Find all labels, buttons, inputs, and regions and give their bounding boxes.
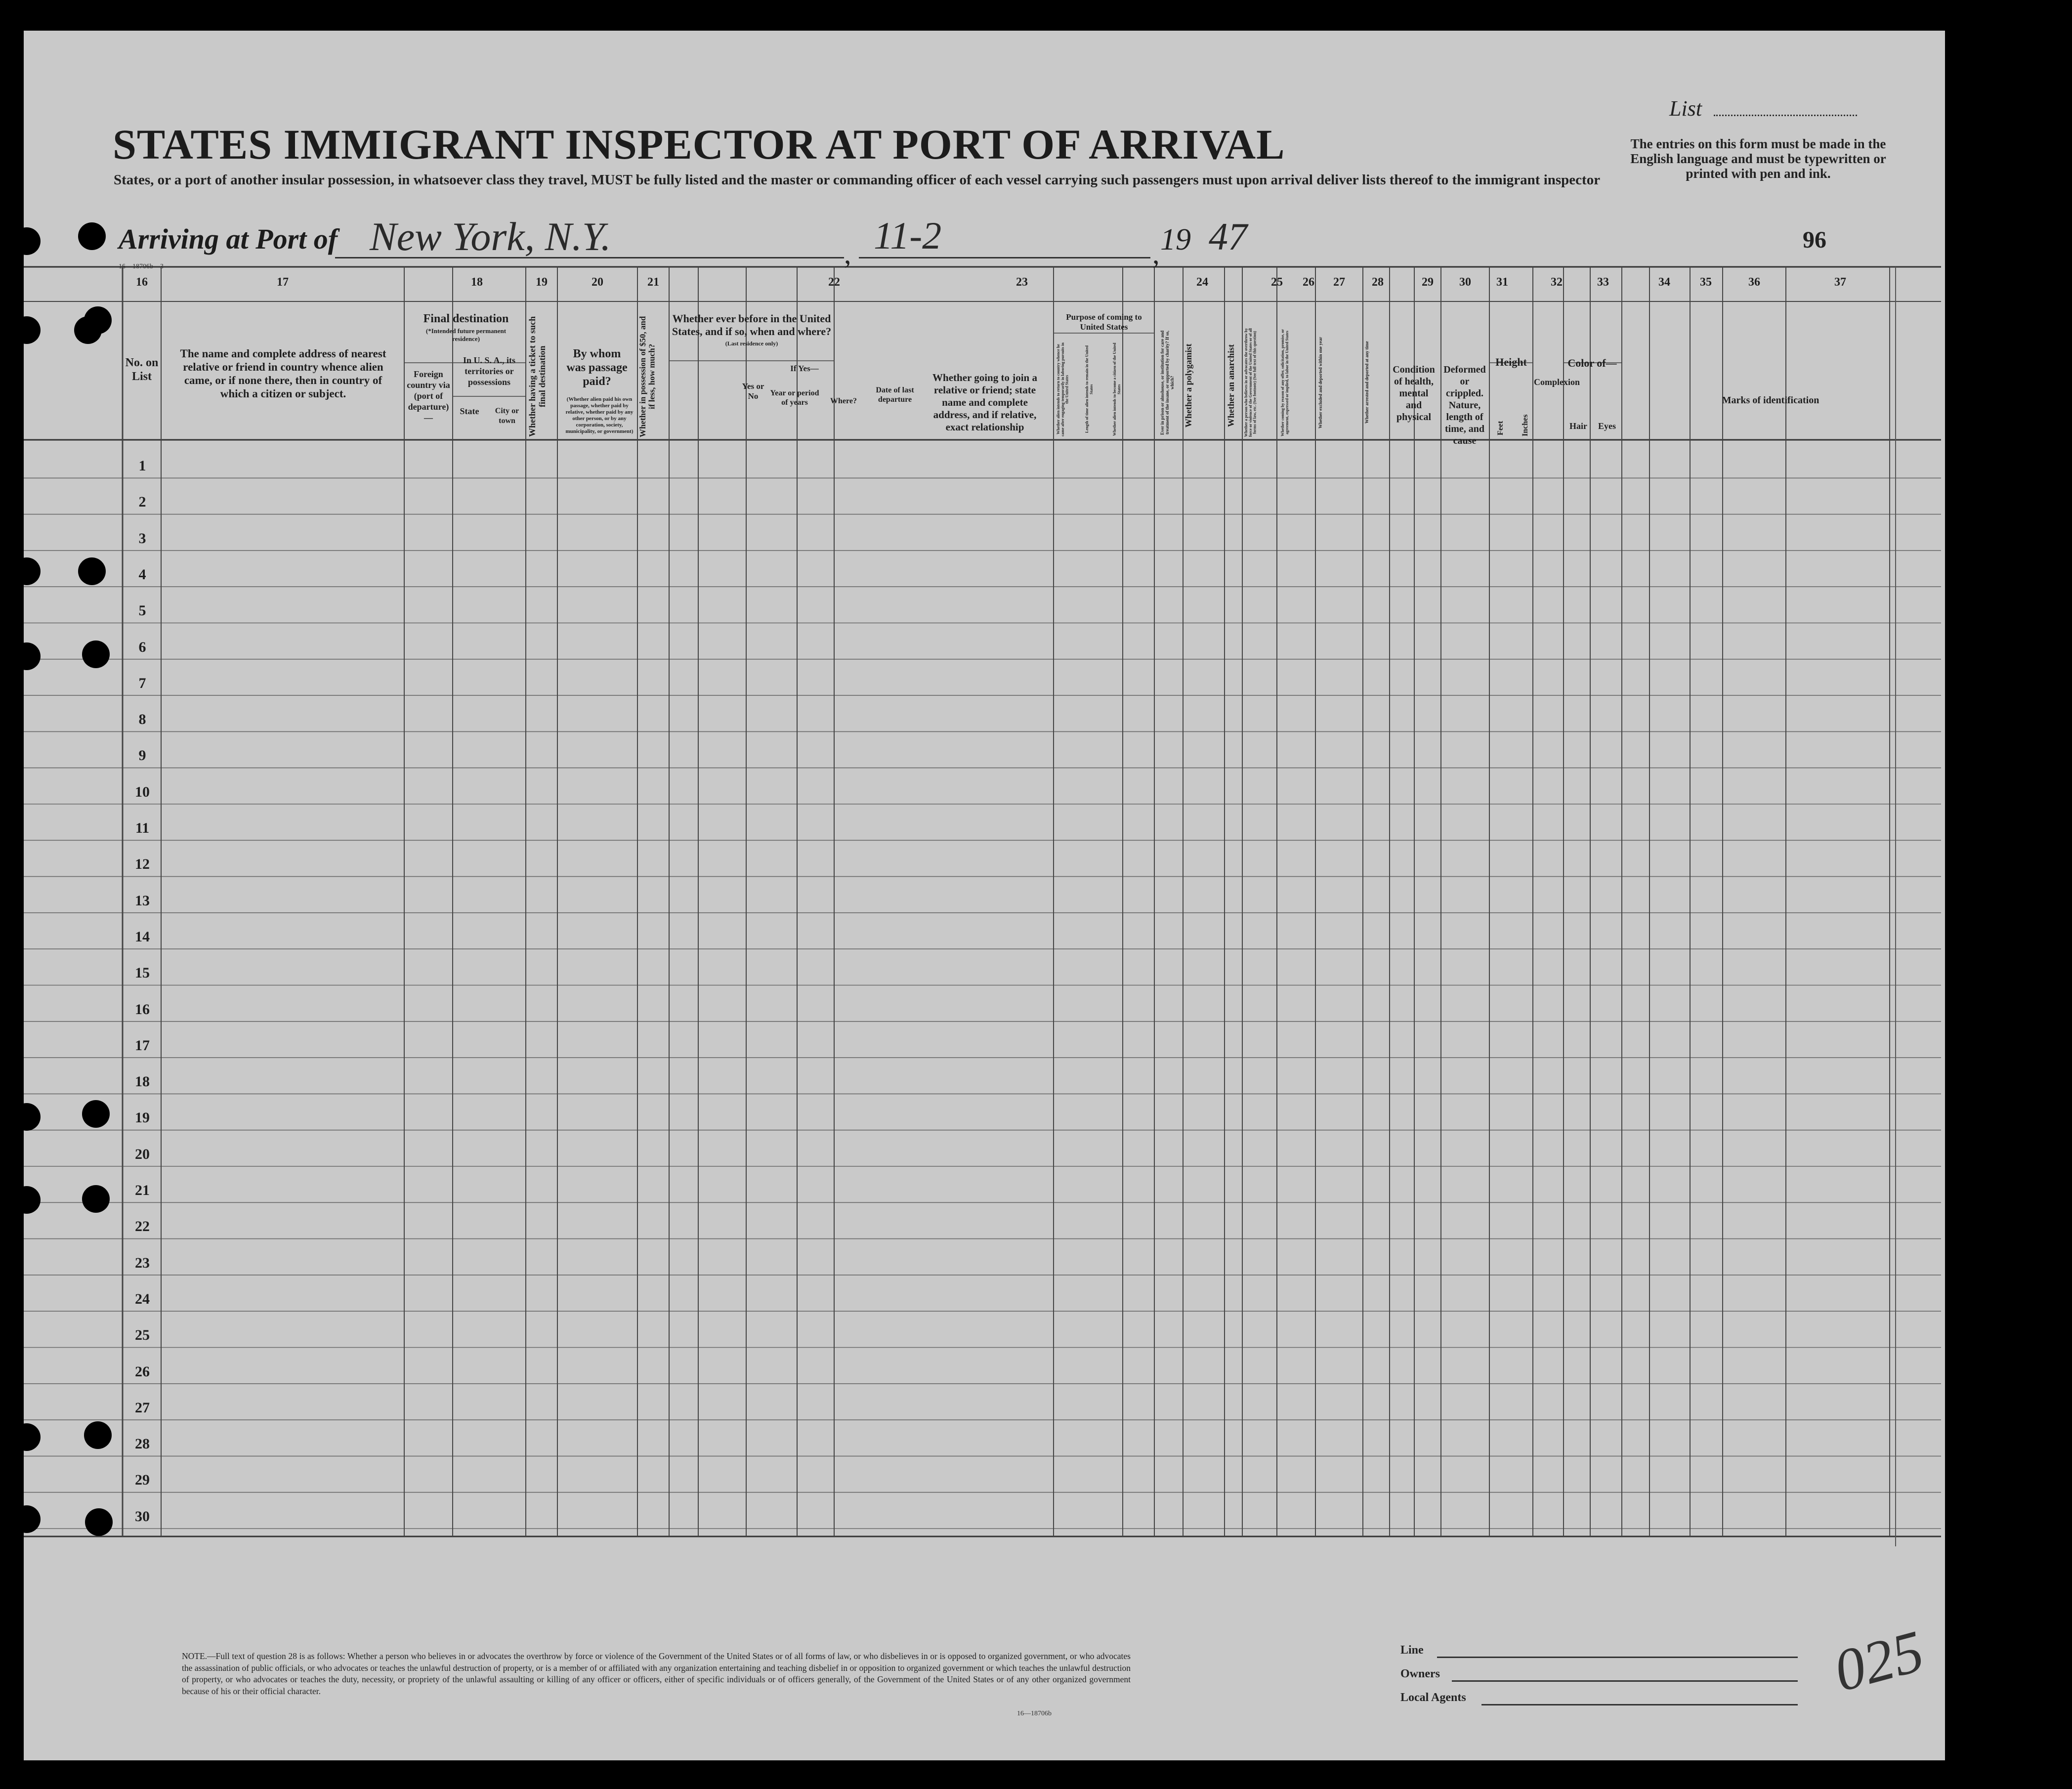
- column-number: 22: [828, 276, 840, 289]
- header-height: Height: [1495, 356, 1527, 368]
- row-number: 24: [135, 1290, 150, 1307]
- line-label: Line: [1400, 1644, 1424, 1657]
- row-number: 9: [138, 747, 146, 764]
- header-final-destination-note: (*Intended future permanent residence): [425, 327, 507, 342]
- header-deformed: Deformed or crippled. Nature, length of time, and cause: [1443, 364, 1486, 446]
- header-arrested: Whether arrested and deported at any time: [1364, 341, 1369, 424]
- header-feet: Feet: [1496, 421, 1505, 435]
- column-number: 37: [1834, 276, 1846, 289]
- port-value[interactable]: New York, N.Y.: [370, 214, 611, 259]
- row-number: 20: [135, 1146, 150, 1162]
- header-anarchist: Whether an anarchist: [1226, 344, 1236, 427]
- header-purpose-b: Length of time alien intends to remain in the United States: [1085, 345, 1094, 433]
- header-join-relative: Whether going to join a relative or friend; state name and complete address, and if relative, exact relationship: [932, 372, 1037, 433]
- row-number: 29: [135, 1472, 150, 1489]
- header-ever-before-note: (Last residence only): [725, 340, 778, 347]
- header-ever-before: Whether ever before in the United States, and if so, when and where?: [672, 312, 832, 338]
- header-foreign-country: Foreign country via (port of departure)—: [407, 369, 450, 423]
- form-instructions: The entries on this form must be made in the English language and must be typewritten or printed with pen and ink.: [1630, 136, 1886, 181]
- header-purpose: Purpose of coming to United States: [1066, 312, 1142, 332]
- row-number: 18: [135, 1073, 150, 1090]
- row-number: 13: [135, 892, 150, 909]
- local-agents-field[interactable]: [1481, 1704, 1798, 1705]
- column-number: 25: [1271, 276, 1283, 289]
- row-number: 7: [138, 675, 146, 691]
- column-number: 35: [1700, 276, 1712, 289]
- row-number: 30: [135, 1508, 150, 1525]
- header-no-on-list: No. on List: [125, 356, 159, 383]
- row-number: 15: [135, 965, 150, 981]
- binder-hole: [84, 306, 112, 334]
- row-number: 27: [135, 1399, 150, 1416]
- header-complexion: Complexion: [1534, 377, 1580, 387]
- header-purpose-c: Whether alien intends to become a citizen of the United States: [1112, 342, 1121, 436]
- column-number: 20: [592, 276, 603, 289]
- column-number: 24: [1196, 276, 1208, 289]
- manifest-sheet: [24, 31, 1945, 1760]
- header-purpose-a: Whether alien intends to return to country whence he came after engaging temporarily in laboring pursuits in the United States: [1056, 342, 1069, 436]
- header-city: City or town: [495, 407, 519, 425]
- header-in-usa: In U. S. A., its territories or possessions: [463, 355, 516, 387]
- row-number: 6: [138, 639, 146, 655]
- row-number: 22: [135, 1218, 150, 1235]
- header-condition: Condition of health, mental and physical: [1393, 364, 1435, 423]
- header-fifty-dollars: Whether in possession of $50, and if less, how much?: [638, 316, 657, 437]
- form-code-top: 16—18706b—3: [119, 263, 164, 270]
- header-date-last: Date of last departure: [876, 386, 914, 404]
- year-value[interactable]: 47: [1209, 215, 1247, 258]
- binder-hole: [84, 1421, 112, 1449]
- list-label: List: [1669, 96, 1702, 121]
- row-number: 8: [138, 711, 146, 728]
- binder-hole: [78, 557, 106, 585]
- form-code-bottom: 16—18706b: [1017, 1710, 1052, 1717]
- column-number: 16: [136, 276, 148, 289]
- line-field[interactable]: [1437, 1657, 1798, 1658]
- header-if-yes: If Yes—: [790, 364, 819, 373]
- row-number: 23: [135, 1254, 150, 1271]
- column-number: 31: [1496, 276, 1508, 289]
- header-nearest-relative: The name and complete address of nearest relative or friend in country whence alien came, or if none there, then in country of which a citizen or subject.: [180, 347, 386, 400]
- row-number: 11: [135, 820, 150, 836]
- header-yes-no: Yes or No: [742, 382, 764, 401]
- header-final-destination: Final destination: [423, 312, 509, 325]
- date-value[interactable]: 11-2: [874, 214, 942, 257]
- header-passage-note: (Whether alien paid his own passage, whether paid by relative, whether paid by any other person, or by any corporation, society, municipality, or government): [565, 396, 634, 434]
- column-number: 29: [1422, 276, 1434, 289]
- row-number: 10: [135, 783, 150, 800]
- ruled-grid: [24, 31, 1945, 1760]
- comma-separator-2: ,: [1152, 238, 1160, 270]
- header-hair: Hair: [1569, 421, 1587, 431]
- footnote: NOTE.—Full text of question 28 is as follows: Whether a person who believes in or advocates the overthrow by force or violence of the Government of the United States or of all forms of law, or who disbelieves in or is opposed to organized government, or who advocates the assassination of public officials, or who advocates or teaches the unlawful destruction of property, or is a member of or affiliated with any organization entertaining and teaching disbelief in or opposition to organized government or which teaches the unlawful destruction of property, or who advocates or teaches the duty, necessity, or propriety of the unlawful assaulting or killing of any officer or officers, either of specific individuals or of officers generally, of the Government of the United States or of any other organized government because of his or their official character.: [182, 1651, 1131, 1696]
- column-number: 34: [1658, 276, 1670, 289]
- header-excluded: Whether excluded and deported within one year: [1318, 337, 1323, 428]
- column-number: 26: [1303, 276, 1314, 289]
- binder-hole: [82, 1185, 110, 1213]
- header-ticket: Whether having a ticket to such final destination: [527, 316, 547, 437]
- binder-hole: [13, 1505, 41, 1533]
- row-number: 16: [135, 1001, 150, 1018]
- binder-hole: [78, 222, 106, 250]
- list-number-field[interactable]: [1714, 115, 1857, 116]
- row-number: 2: [138, 494, 146, 511]
- header-prison: Ever in prison or almshouse, or institution for care and treatment of the insane, or supported by charity? If so, which?: [1160, 330, 1175, 435]
- arriving-label: Arriving at Port of: [119, 223, 338, 255]
- header-marks: Marks of identification: [1722, 395, 1819, 406]
- binder-hole: [13, 1423, 41, 1451]
- owners-field[interactable]: [1452, 1680, 1798, 1682]
- row-number: 17: [135, 1037, 150, 1054]
- row-number: 4: [138, 566, 146, 583]
- column-number: 17: [277, 276, 289, 289]
- binder-hole: [13, 557, 41, 585]
- owners-label: Owners: [1400, 1667, 1440, 1680]
- binder-hole: [13, 1103, 41, 1131]
- binder-hole: [85, 1508, 113, 1536]
- binder-hole: [13, 227, 41, 255]
- column-number: 21: [647, 276, 659, 289]
- row-number: 14: [135, 928, 150, 945]
- column-number: 36: [1748, 276, 1760, 289]
- column-number: 32: [1551, 276, 1563, 289]
- row-number: 26: [135, 1363, 150, 1380]
- stamp-number: 025: [1827, 1617, 1931, 1704]
- header-state: State: [460, 406, 479, 416]
- column-number: 27: [1333, 276, 1345, 289]
- row-number: 5: [138, 602, 146, 619]
- header-polygamist: Whether a polygamist: [1184, 343, 1193, 427]
- header-year-period: Year or period of years: [770, 389, 819, 407]
- header-eyes: Eyes: [1598, 421, 1616, 431]
- form-title: STATES IMMIGRANT INSPECTOR AT PORT OF ARRIVAL: [113, 121, 1285, 168]
- row-number: 3: [138, 530, 146, 547]
- header-q28: Whether a person who believes in or advocates the overthrow by force or violence of the Government of the United States or of all forms of law, etc. (See footnote) (See full text of this question): [1244, 328, 1257, 437]
- comma-separator: ,: [844, 238, 851, 270]
- form-subtitle: States, or a port of another insular possession, in whatsoever class they travel, MUST be fully listed and the master or commanding officer of each vessel carrying such passengers must upon arrival deliver lists thereof to the immigrant inspector: [114, 172, 1601, 188]
- header-where: Where?: [830, 397, 857, 405]
- binder-hole: [13, 316, 41, 344]
- row-number: 12: [135, 856, 150, 873]
- header-color-of: Color of—: [1567, 357, 1617, 369]
- row-number: 25: [135, 1327, 150, 1344]
- row-number: 1: [138, 458, 146, 474]
- column-number: 23: [1016, 276, 1028, 289]
- row-number: 19: [135, 1109, 150, 1126]
- header-offer: Whether coming by reason of any offer, solicitation, promise, or agreement, expressed or implied, to labor in the United States: [1280, 329, 1289, 436]
- column-number: 33: [1597, 276, 1609, 289]
- column-number: 18: [471, 276, 483, 289]
- year-prefix: 19: [1160, 223, 1191, 256]
- column-number: 28: [1372, 276, 1384, 289]
- binder-hole: [13, 1186, 41, 1214]
- row-number: 28: [135, 1436, 150, 1452]
- column-number: 19: [536, 276, 548, 289]
- binder-hole: [13, 642, 41, 670]
- header-inches: Inches: [1521, 414, 1529, 437]
- row-number: 21: [135, 1182, 150, 1198]
- column-number: 30: [1459, 276, 1471, 289]
- page-number: 96: [1803, 227, 1826, 253]
- local-agents-label: Local Agents: [1400, 1691, 1466, 1704]
- header-passage-paid: By whom was passage paid?: [566, 347, 628, 388]
- binder-hole: [82, 640, 110, 668]
- binder-hole: [82, 1100, 110, 1128]
